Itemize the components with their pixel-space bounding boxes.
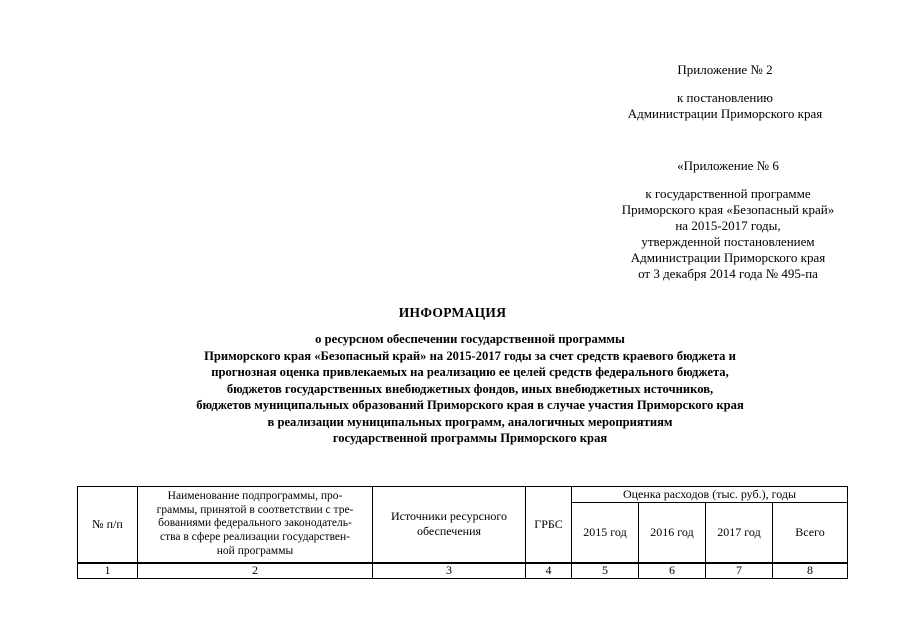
appendix-6-block — [598, 158, 858, 282]
column-number: 5 — [572, 563, 639, 579]
appendix-2-title: Приложение № 2 — [677, 62, 773, 77]
subtitle-line: бюджетов муниципальных образований Приморского края в случае участия Приморского края — [196, 398, 744, 412]
subtitle-line: в реализации муниципальных программ, аналогичных мероприятиям — [267, 414, 673, 429]
column-number: 4 — [526, 563, 572, 579]
header-total: Всего — [773, 503, 848, 563]
resource-table — [77, 486, 848, 579]
column-number: 1 — [78, 563, 138, 579]
document-title: ИНФОРМАЦИЯ — [398, 305, 507, 320]
appendix-6-line: к государственной программе — [645, 186, 811, 201]
subtitle-line: о ресурсном обеспечении государственной программы — [315, 332, 625, 346]
header-2016: 2016 год — [639, 503, 706, 563]
header-name-line: граммы, принятой в соответствии с тре- — [156, 503, 354, 516]
subtitle-line: бюджетов государственных внебюджетных фондов, иных внебюджетных источников, — [226, 381, 714, 396]
appendix-2-line: к постановлению — [676, 90, 774, 105]
column-number: 8 — [773, 563, 848, 579]
subtitle-line: прогнозная оценка привлекаемых на реализацию ее целей средств федерального бюджета, — [211, 365, 729, 379]
column-number: 7 — [706, 563, 773, 579]
column-number-row — [78, 563, 848, 579]
header-name-line: бованиями федерального законодатель- — [158, 517, 352, 530]
header-name — [138, 487, 373, 563]
document-subtitle — [120, 331, 820, 447]
header-sources: Источники ресурсного обеспечения — [373, 487, 526, 563]
appendix-2-block — [610, 62, 840, 122]
appendix-6-line: Приморского края «Безопасный край» — [621, 202, 835, 217]
column-number: 3 — [373, 563, 526, 579]
appendix-6-line: утвержденной постановлением — [641, 234, 815, 249]
appendix-2-line: Администрации Приморского края — [627, 106, 823, 121]
subtitle-line: государственной программы Приморского края — [332, 431, 608, 445]
header-grbs: ГРБС — [526, 487, 572, 563]
header-2017: 2017 год — [706, 503, 773, 563]
header-2015: 2015 год — [572, 503, 639, 563]
header-num: № п/п — [78, 487, 138, 563]
column-number: 2 — [138, 563, 373, 579]
header-estimate: Оценка расходов (тыс. руб.), годы — [572, 487, 848, 503]
appendix-6-line: от 3 декабря 2014 года № 495-па — [638, 266, 818, 281]
header-name-line: Наименование подпрограммы, про- — [167, 490, 343, 503]
column-number: 6 — [639, 563, 706, 579]
header-name-line: ной программы — [216, 544, 294, 557]
appendix-6-line: на 2015-2017 годы, — [675, 218, 781, 233]
appendix-6-title: «Приложение № 6 — [677, 158, 779, 173]
appendix-6-line: Администрации Приморского края — [630, 250, 826, 265]
subtitle-line: Приморского края «Безопасный край» на 2015-2017 годы за счет средств краевого бюджета и — [204, 348, 736, 363]
header-name-line: ства в сфере реализации государствен- — [159, 531, 351, 544]
